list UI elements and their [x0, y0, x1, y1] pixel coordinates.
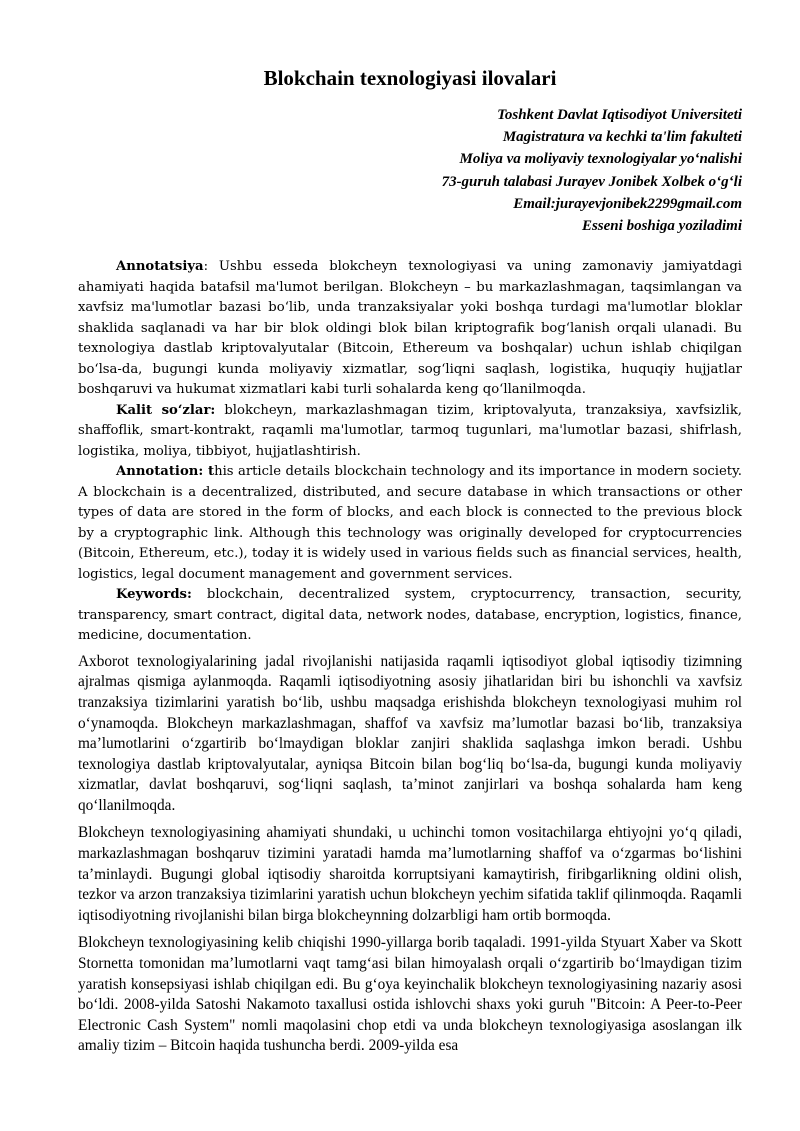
- body-paragraph: Blokcheyn texnologiyasining kelib chiqishi 1990-yillarga borib taqaladi. 1991-yilda Styuart Xaber va Skott Stornetta tomonidan ma’lumotlarni vaqt tamg‘asi bilan himoyalash orqali o‘zgartirib bo‘lmaydigan tizim yaratish konsepsiyasi ishlab chiqilgan edi. Bu g‘oya keyinchalik blokcheyn texnologiyasining nazariy asosi bo‘ldi. 2008-yilda Satoshi Nakamoto taxallusi ostida ishlovchi shaxs yoki guruh "Bitcoin: A Peer-to-Peer Electronic Cash System" nomli maqolasini chop etdi va unda blokcheyn texnologiyasiga asoslangan ilk amaliy tizim – Bitcoin haqida tushuncha berdi. 2009-yilda esa: [78, 934, 742, 1055]
- abstract-uz-label: Annotatsiya: [116, 259, 204, 275]
- keywords-en-text: blockchain, decentralized system, cryptocurrency, transaction, security, transparency, smart contract, digital data, network nodes, database, encryption, logistics, finance, medicine, documentation.: [78, 587, 742, 644]
- page-title: Blokchain texnologiyasi ilovalari: [263, 66, 557, 90]
- author-faculty: Magistratura va kechki ta'lim fakulteti: [502, 129, 742, 146]
- abstract-uz-text: : Ushbu esseda blokcheyn texnologiyasi va uning zamonaviy jamiyatdagi ahamiyati haqida batafsil ma'lumot berilgan. Blokcheyn – bu markazlashmagan, taqsimlangan va xavfsiz ma'lumotlar bazasi bo‘lib, unda tranzaksiyalar yoki boshqa turdagi ma'lumotlar bloklar shaklida saqlanadi va har bir blok oldingi blok bilan kriptografik bog‘lanish orqali ulanadi. Bu texnologiya dastlab kriptovalyutalar (Bitcoin, Ethereum va boshqalar) uchun ishlab chiqilgan bo‘lsa-da, bugungi kunda moliyaviy xizmatlar, sog‘liqni saqlash, logistika, huquqiy hujjatlar boshqaruvi va hukumat xizmatlari kabi turli sohalarda keng qo‘llanilmoqda.: [78, 259, 742, 398]
- abstract-en-label: Annotation: t: [116, 464, 215, 480]
- body-paragraph: Axborot texnologiyalarining jadal rivojlanishi natijasida raqamli iqtisodiyot global iqtisodiy tizimning ajralmas qismiga aylanmoqda. Raqamli iqtisodiyotning asosiy jihatlaridan biri bu ishonchli va xavfsiz tranzaksiya tizimlarini yaratish bo‘lib, ushbu maqsadga erishishda blokcheyn texnologiyasi muhim rol o‘ynamoqda. Blokcheyn markazlashmagan, shaffof va xavfsiz ma’lumotlar bazasi bo‘lib, tranzaksiya ma’lumotlarini o‘zgartirib bo‘lmaydigan bloklar zanjiri shaklida saqlashga imkon beradi. Ushbu texnologiya dastlab kriptovalyutalar, ayniqsa Bitcoin bilan bog‘liq bo‘lsa-da, bugungi kunda moliyaviy xizmatlar, davlat boshqaruvi, sog‘liqni saqlash, ta’minot zanjirlari va boshqa sohalarda ham keng qo‘llanilmoqda.: [78, 652, 742, 814]
- keywords-uz: [78, 401, 742, 463]
- keywords-en: [78, 585, 742, 647]
- abstract-en-text: his article details blockchain technology and its importance in modern society. A blockchain is a decentralized, distributed, and secure database in which transactions or other types of data are stored in the form of blocks, and each block is connected to the previous block by a cryptographic link. Although this technology was originally developed for cryptocurrencies (Bitcoin, Ethereum, etc.), today it is widely used in various fields such as financial services, health, logistics, legal document management and government services.: [78, 464, 742, 582]
- document-page: [78, 64, 742, 1064]
- body-paragraph: Blokcheyn texnologiyasining ahamiyati shundaki, u uchinchi tomon vositachilarga ehtiyojni yo‘q qiladi, markazlashmagan boshqaruv tizimini yaratadi hamda ma’lumotlarning shaffof va o‘zgarmas bo‘lishini ta’minlaydi. Bugungi global iqtisodiy sharoitda korruptsiyani kamaytirish, firibgarlikning oldini olish, tezkor va arzon tranzaksiya tizimlarini yaratish uchun blokcheyn yechim sifatida taklif qilinmoqda. Raqamli iqtisodiyotning rivojlanishi bilan birga blokcheynning dolzarbligi ham ortib bormoqda.: [78, 824, 742, 924]
- author-email: Email:jurayevjonibek2299gmail.com: [513, 195, 742, 212]
- keywords-en-label: Keywords:: [116, 587, 192, 603]
- author-program: Moliya va moliyaviy texnologiyalar yo‘nalishi: [459, 151, 742, 168]
- author-info: [78, 104, 742, 237]
- keywords-uz-label: Kalit so‘zlar:: [116, 402, 216, 418]
- abstract-uz: [78, 257, 742, 401]
- author-note: Esseni boshiga yoziladimi: [581, 218, 742, 235]
- keywords-uz-text: blokcheyn, markazlashmagan tizim, kriptovalyuta, tranzaksiya, xavfsizlik, shaffoflik, smart-kontrakt, raqamli ma'lumotlar, tarmoq tugunlari, ma'lumotlar bazasi, shifrlash, logistika, moliya, tibbiyot, hujjatlashtirish.: [78, 402, 742, 459]
- author-university: Toshkent Davlat Iqtisodiyot Universiteti: [497, 107, 742, 123]
- author-name: 73-guruh talabasi Jurayev Jonibek Xolbek o‘g‘li: [441, 173, 742, 190]
- abstract-en: [78, 462, 742, 585]
